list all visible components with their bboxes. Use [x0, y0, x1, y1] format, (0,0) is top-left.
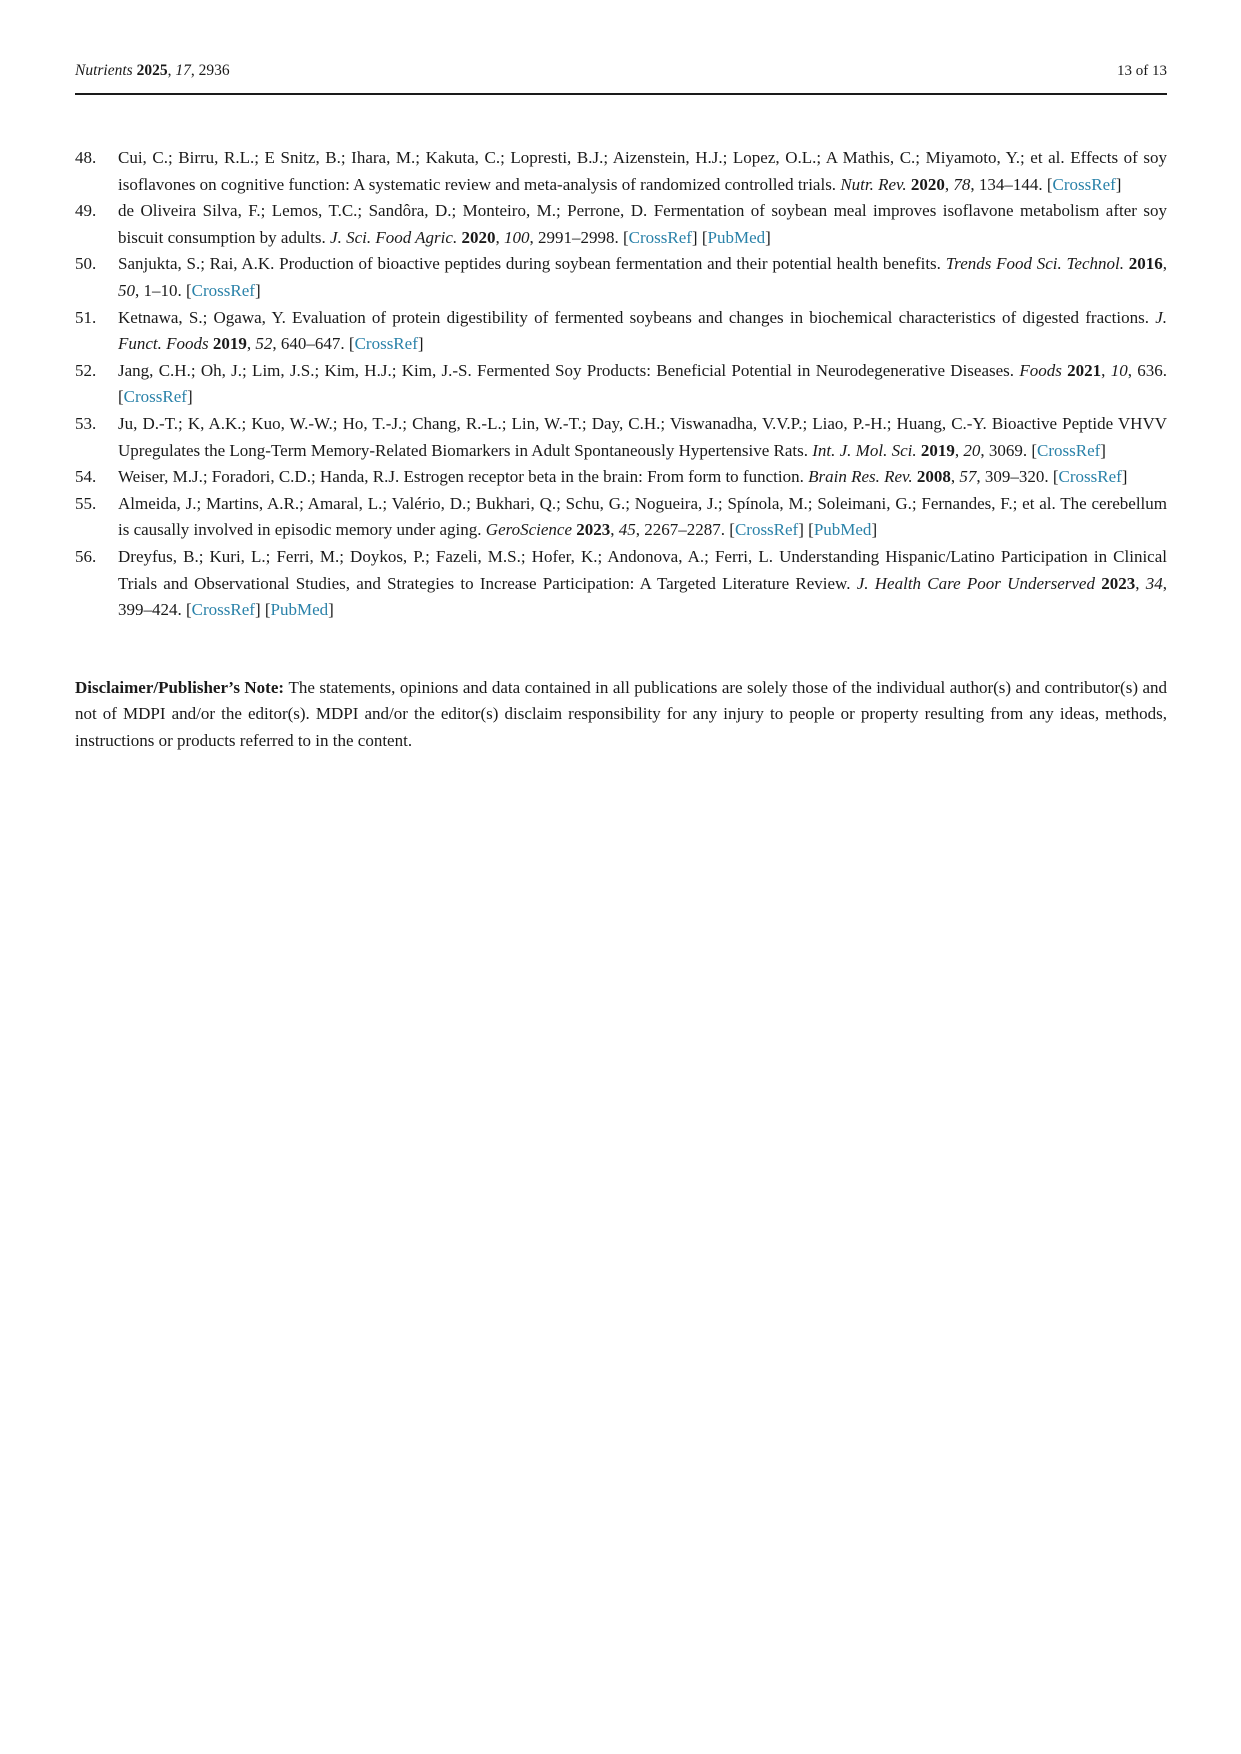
- text-segment: Weiser, M.J.; Foradori, C.D.; Handa, R.J. Estrogen receptor beta in the brain: From form to function.: [118, 467, 809, 487]
- text-segment: de Oliveira Silva, F.; Lemos, T.C.; Sandôra, D.; Monteiro, M.; Perrone, D. Fermentation of soybean meal improves isoflavone metabolism after soy biscuit consumption by adults.: [118, 201, 1167, 247]
- reference-text: Jang, C.H.; Oh, J.; Lim, J.S.; Kim, H.J.; Kim, J.-S. Fermented Soy Products: Beneficial Potential in Neurodegenerative Diseases. Foods 2021, 10, 636. [CrossRef]: [118, 360, 1168, 407]
- reference-text: Sanjukta, S.; Rai, A.K. Production of bioactive peptides during soybean fermentation and their potential health benefits. Trends Food Sci. Technol. 2016, 50, 1–10. [CrossRef]: [118, 254, 1167, 300]
- text-segment: , 2991–2998.: [529, 227, 623, 247]
- text-segment: 78: [953, 174, 971, 194]
- crossref-link[interactable]: CrossRef: [354, 334, 418, 354]
- reference-text: Dreyfus, B.; Kuri, L.; Ferri, M.; Doykos, P.; Fazeli, M.S.; Hofer, K.; Andonova, A.; Ferri, L. Understanding Hispanic/Latino Participation in Clinical Trials and Observational Studies, and Strategies to Increase Participation: A Targeted Literature Review. J. Health Care Poor Underserved 2023, 34, 399–424. [CrossRef] [PubMed]: [118, 546, 1168, 620]
- text-segment: Jang, C.H.; Oh, J.; Lim, J.S.; Kim, H.J.; Kim, J.-S. Fermented Soy Products: Beneficial Potential in Neurodegenerative Diseases.: [118, 360, 1020, 380]
- header-divider: [75, 93, 1167, 95]
- reference-number: 56.: [75, 546, 97, 566]
- disclaimer-text: [75, 675, 1167, 755]
- text-segment: Ketnawa, S.; Ogawa, Y. Evaluation of protein digestibility of fermented soybeans and changes in biochemical characteristics of digested fractions.: [118, 307, 1156, 327]
- reference-item: [75, 251, 1167, 304]
- text-segment: [261, 600, 265, 619]
- reference-item: [75, 198, 1167, 251]
- pubmed-link[interactable]: PubMed: [707, 227, 766, 247]
- reference-item: [75, 411, 1167, 464]
- text-segment: Trends Food Sci. Technol.: [945, 254, 1129, 274]
- reference-item: [75, 358, 1167, 411]
- text-segment: Foods: [1019, 360, 1068, 380]
- reference-number: 49.: [75, 201, 97, 221]
- text-segment: , 309–320.: [976, 467, 1053, 487]
- reference-item: [75, 145, 1167, 198]
- text-segment: , 2267–2287.: [635, 520, 730, 540]
- references-list: [75, 145, 1167, 624]
- text-segment: 20: [963, 440, 981, 460]
- text-segment: , 1–10.: [135, 280, 186, 300]
- reference-number: 51.: [75, 307, 97, 327]
- text-segment: , 399–424.: [118, 573, 1168, 620]
- text-segment: ,: [1135, 573, 1146, 593]
- reference-text: Ju, D.-T.; K, A.K.; Kuo, W.-W.; Ho, T.-J.; Chang, R.-L.; Lin, W.-T.; Day, C.H.; Viswanadha, V.V.P.; Liao, P.-H.; Huang, C.-Y. Bioactive Peptide VHVV Upregulates the Long-Term Memory-Related Biomarkers in Adult Spontaneously Hypertensive Rats. Int. J. Mol. Sci. 2019, 20, 3069. [CrossRef]: [118, 413, 1167, 460]
- crossref-link[interactable]: CrossRef: [1058, 467, 1122, 487]
- text-segment: ,: [167, 62, 176, 79]
- text-segment: [698, 228, 702, 247]
- crossref-link[interactable]: CrossRef: [1052, 174, 1116, 194]
- reference-number: 55.: [75, 493, 97, 513]
- journal-citation: [75, 62, 230, 80]
- text-segment: 2019: [212, 334, 247, 354]
- text-segment: 2020: [461, 227, 496, 247]
- text-segment: 2023: [576, 520, 611, 540]
- reference-number: 52.: [75, 360, 97, 380]
- pubmed-link[interactable]: PubMed: [813, 520, 872, 540]
- text-segment: , 636.: [1127, 360, 1168, 380]
- reference-text: Weiser, M.J.; Foradori, C.D.; Handa, R.J. Estrogen receptor beta in the brain: From form to function. Brain Res. Rev. 2008, 57, 309–320. [CrossRef]: [118, 467, 1128, 487]
- text-segment: 17: [175, 62, 191, 79]
- reference-text: Ketnawa, S.; Ogawa, Y. Evaluation of protein digestibility of fermented soybeans and changes in biochemical characteristics of digested fractions. J. Funct. Foods 2019, 52, 640–647. [CrossRef]: [118, 307, 1167, 354]
- text-segment: J. Health Care Poor Underserved: [856, 573, 1102, 593]
- text-segment: ,: [610, 520, 619, 540]
- text-segment: Sanjukta, S.; Rai, A.K. Production of bioactive peptides during soybean fermentation and their potential health benefits.: [118, 254, 946, 274]
- crossref-link[interactable]: CrossRef: [1037, 440, 1101, 460]
- text-segment: J. Funct. Foods: [118, 307, 1167, 354]
- text-segment: Nutr. Rev.: [840, 174, 911, 194]
- reference-text: Cui, C.; Birru, R.L.; E Snitz, B.; Ihara, M.; Kakuta, C.; Lopresti, B.J.; Aizenstein, H.J.; Lopez, O.L.; A Mathis, C.; Miyamoto, Y.; et al. Effects of soy isoflavones on cognitive function: A systematic review and meta-analysis of randomized controlled trials. Nutr. Rev. 2020, 78, 134–144. [CrossRef]: [118, 148, 1167, 194]
- text-segment: 2021: [1067, 360, 1102, 380]
- text-segment: The statements, opinions and data contained in all publications are solely those of the individual author(s) and contributor(s) and not of MDPI and/or the editor(s). MDPI and/or the editor(s) disclaim responsibility for any injury to people or property resulting from any ideas, methods, instructions or products referred to in the content.: [75, 677, 1167, 750]
- text-segment: ,: [246, 334, 256, 354]
- reference-item: [75, 544, 1167, 624]
- crossref-link[interactable]: CrossRef: [191, 600, 255, 620]
- text-segment: 52: [255, 334, 273, 354]
- text-segment: Cui, C.; Birru, R.L.; E Snitz, B.; Ihara, M.; Kakuta, C.; Lopresti, B.J.; Aizenstein, H.J.; Lopez, O.L.; A Mathis, C.; Miyamoto, Y.; et al. Effects of soy isoflavones on cognitive function: A systematic review and meta-analysis of randomized controlled trials.: [118, 148, 1167, 194]
- reference-number: 48.: [75, 148, 97, 167]
- text-segment: 10: [1110, 360, 1128, 380]
- text-segment: J. Sci. Food Agric.: [330, 227, 462, 247]
- reference-item: [75, 464, 1167, 491]
- text-segment: 2025: [136, 62, 168, 79]
- reference-number: 53.: [75, 413, 97, 433]
- text-segment: Nutrients: [75, 62, 137, 79]
- text-segment: Brain Res. Rev.: [808, 467, 917, 487]
- text-segment: 2016: [1128, 254, 1163, 274]
- document-page: [0, 0, 1241, 754]
- crossref-link[interactable]: CrossRef: [628, 227, 692, 247]
- pubmed-link[interactable]: PubMed: [270, 600, 329, 620]
- text-segment: Dreyfus, B.; Kuri, L.; Ferri, M.; Doykos, P.; Fazeli, M.S.; Hofer, K.; Andonova, A.; Ferri, L. Understanding Hispanic/Latino Participation in Clinical Trials and Observational Studies, and Strategies to Increase Participation: A Targeted Literature Review.: [118, 546, 1167, 593]
- text-segment: 2023: [1101, 573, 1136, 593]
- text-segment: 2020: [910, 174, 945, 194]
- reference-number: 50.: [75, 254, 97, 274]
- reference-text: de Oliveira Silva, F.; Lemos, T.C.; Sandôra, D.; Monteiro, M.; Perrone, D. Fermentation of soybean meal improves isoflavone metabolism after soy biscuit consumption by adults. J. Sci. Food Agric. 2020, 100, 2991–2998. [CrossRef] [PubMed]: [118, 201, 1167, 247]
- text-segment: ,: [495, 227, 504, 247]
- text-segment: 50: [118, 280, 135, 300]
- text-segment: ,: [950, 467, 960, 487]
- text-segment: GeroScience: [485, 520, 577, 540]
- text-segment: ,: [944, 174, 954, 194]
- text-segment: [804, 520, 808, 539]
- text-segment: 2019: [920, 440, 955, 460]
- text-segment: ,: [954, 440, 964, 460]
- text-segment: , 3069.: [980, 440, 1032, 460]
- text-segment: Int. J. Mol. Sci.: [812, 440, 921, 460]
- text-segment: , 2936: [190, 62, 230, 79]
- text-segment: ,: [1162, 254, 1167, 274]
- text-segment: Disclaimer/Publisher’s Note:: [75, 677, 289, 697]
- text-segment: , 134–144.: [970, 174, 1047, 194]
- text-segment: Almeida, J.; Martins, A.R.; Amaral, L.; Valério, D.; Bukhari, Q.; Schu, G.; Nogueira, J.; Spínola, M.; Soleimani, G.; Fernandes, F.; et al. The cerebellum is causally involved in episodic memory under aging.: [118, 493, 1167, 540]
- reference-number: 54.: [75, 467, 97, 487]
- reference-text: Almeida, J.; Martins, A.R.; Amaral, L.; Valério, D.; Bukhari, Q.; Schu, G.; Nogueira, J.; Spínola, M.; Soleimani, G.; Fernandes, F.; et al. The cerebellum is causally involved in episodic memory under aging. GeroScience 2023, 45, 2267–2287. [CrossRef] [PubMed]: [118, 493, 1167, 540]
- text-segment: 2008: [916, 467, 951, 487]
- text-segment: ,: [1101, 360, 1111, 380]
- text-segment: 34: [1145, 573, 1163, 593]
- reference-item: [75, 305, 1167, 358]
- page-number: 13 of 13: [1117, 63, 1167, 79]
- text-segment: Ju, D.-T.; K, A.K.; Kuo, W.-W.; Ho, T.-J.; Chang, R.-L.; Lin, W.-T.; Day, C.H.; Viswanadha, V.V.P.; Liao, P.-H.; Huang, C.-Y. Bioactive Peptide VHVV Upregulates the Long-Term Memory-Related Biomarkers in Adult Spontaneously Hypertensive Rats.: [118, 413, 1167, 460]
- text-segment: 45: [618, 520, 636, 540]
- page-header: [75, 62, 1167, 80]
- text-segment: 100: [503, 227, 530, 247]
- reference-item: [75, 491, 1167, 544]
- text-segment: , 640–647.: [272, 334, 349, 354]
- crossref-link[interactable]: CrossRef: [191, 280, 255, 300]
- crossref-link[interactable]: CrossRef: [123, 387, 187, 407]
- text-segment: 57: [959, 467, 977, 487]
- crossref-link[interactable]: CrossRef: [734, 520, 799, 540]
